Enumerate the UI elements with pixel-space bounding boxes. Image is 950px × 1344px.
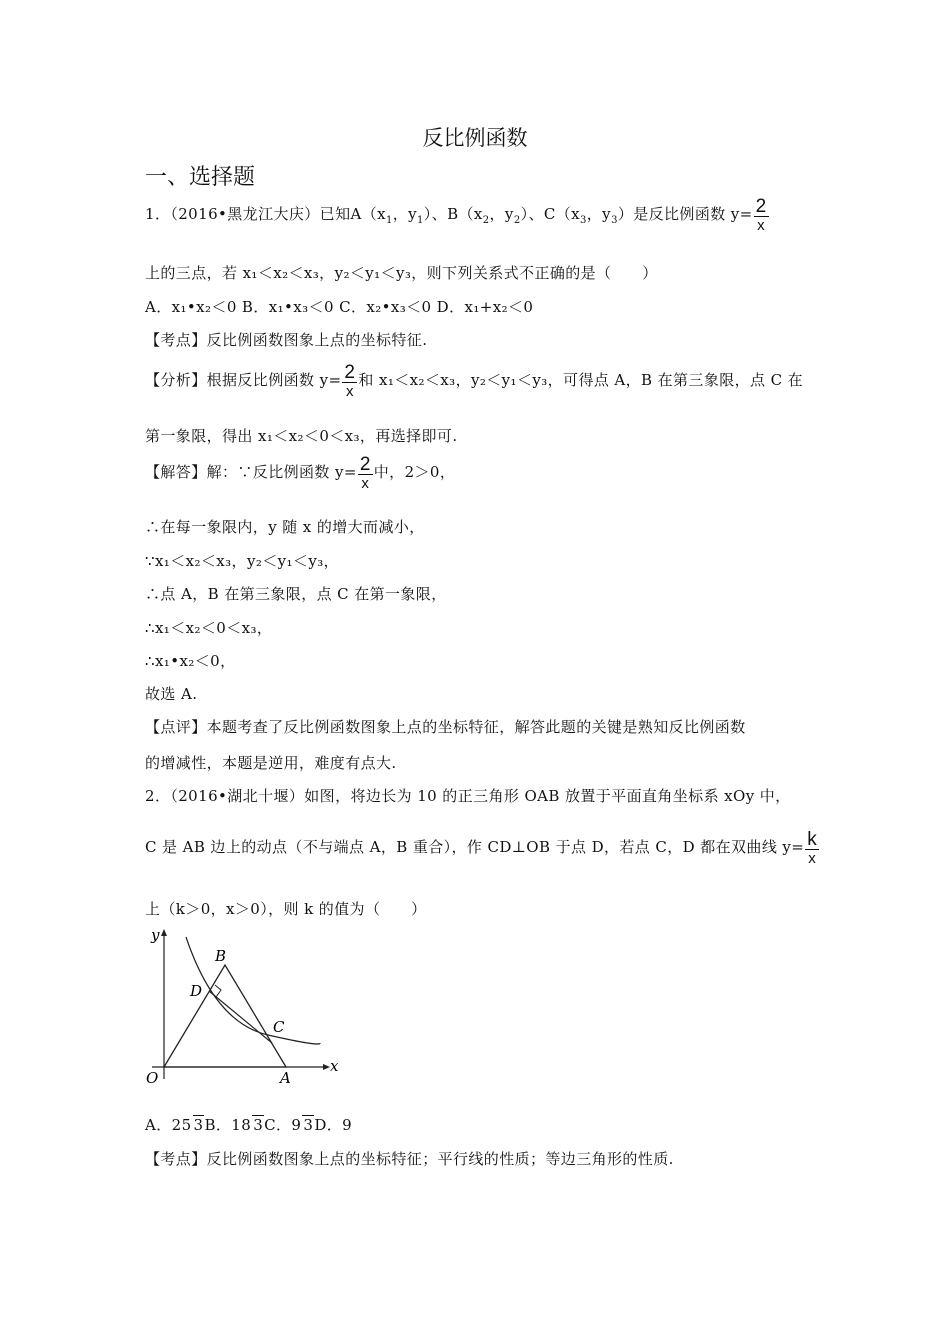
q1-kaodian: 【考点】反比例函数图象上点的坐标特征. xyxy=(145,331,428,349)
q1-step: ∴x₁•x₂＜0， xyxy=(145,652,236,670)
fraction-2-over-x: $\frac{2}{x}$ xyxy=(359,454,371,492)
q2-stem: 2．（2016•湖北十堰）如图，将边长为 10 的正三角形 OAB 放置于平面直角坐标系 xOy 中， xyxy=(145,787,791,805)
fraction-2-over-x: $\frac{2}{x}$ xyxy=(344,362,356,400)
q2-kaodian: 【考点】反比例函数图象上点的坐标特征；平行线的性质；等边三角形的性质. xyxy=(145,1150,674,1168)
right-angle-mark xyxy=(215,985,221,997)
segment-cd xyxy=(209,991,272,1043)
y-axis-arrow-icon xyxy=(161,929,167,936)
q1-dianping: 【点评】本题考查了反比例函数图象上点的坐标特征，解答此题的关键是熟知反比例函数 xyxy=(145,718,746,736)
fraction-k-over-x: $\frac{k}{x}$ xyxy=(807,829,818,867)
q1-fenxi-line2: 第一象限，得出 x₁＜x₂＜0＜x₃，再选择即可. xyxy=(145,427,458,445)
q1-dianping-line2: 的增减性，本题是逆用，难度有点大. xyxy=(145,754,397,772)
q2-stem-line2: C 是 AB 边上的动点（不与端点 A，B 重合），作 CD⊥OB 于点 D，若点 C，D 都在双曲线 y= $\frac{k}{x}$ xyxy=(145,829,818,867)
q1-options: A．x₁•x₂＜0 B．x₁•x₃＜0 C．x₂•x₃＜0 D．x₁+x₂＜0 xyxy=(145,298,534,316)
sqrt-3: 3 xyxy=(193,1116,204,1134)
q1-step: 故选 A. xyxy=(145,685,198,703)
section-heading: 一、选择题 xyxy=(145,165,256,190)
q1-step: ∵x₁＜x₂＜x₃，y₂＜y₁＜y₃， xyxy=(145,552,340,570)
label-x: x xyxy=(330,1057,339,1075)
page-title: 反比例函数 xyxy=(422,126,528,150)
label-b: B xyxy=(215,947,227,965)
q1-jieda: 【解答】解：∵反比例函数 y= $\frac{2}{x}$ 中，2＞0， xyxy=(145,454,456,492)
label-y: y xyxy=(151,926,160,944)
x-axis-arrow-icon xyxy=(323,1064,330,1070)
sqrt-3: 3 xyxy=(303,1116,314,1134)
label-d: D xyxy=(190,982,203,1000)
q1-step: ∴在每一象限内，y 随 x 的增大而减小， xyxy=(145,518,425,536)
q2-figure xyxy=(140,925,345,1095)
q1-stem: 1．（2016•黑龙江大庆）已知$A(x_1$，$y_1$）、$B(x_2$，$y_2$）、$C(x_3$，$y_3$）是反比例函数 y= $\frac{2}{x}$ xyxy=(145,196,767,234)
q1-stem-line2: 上的三点，若 x₁＜x₂＜x₃，y₂＜y₁＜y₃，则下列关系式不正确的是（ ） xyxy=(145,264,658,282)
q2-options: A．25 3B．18 3C．9 3D．9 xyxy=(145,1116,353,1134)
q1-step: ∴点 A，B 在第三象限，点 C 在第一象限， xyxy=(145,585,447,603)
fraction-2-over-x: $\frac{2}{x}$ xyxy=(755,196,767,234)
triangle-oab xyxy=(164,965,286,1067)
label-c: C xyxy=(273,1018,285,1036)
sqrt-3: 3 xyxy=(253,1116,264,1134)
q1-fenxi: 【分析】根据反比例函数 y= $\frac{2}{x}$ 和 x₁＜x₂＜x₃，y₂＜y₁＜y₃，可得点 A，B 在第三象限，点 C 在 xyxy=(145,362,804,400)
label-o: O xyxy=(146,1069,159,1087)
q2-stem-line3: 上（k＞0，x＞0），则 k 的值为（ ） xyxy=(145,900,427,918)
q1-step: ∴x₁＜x₂＜0＜x₃， xyxy=(145,619,273,637)
label-a: A xyxy=(280,1069,291,1087)
